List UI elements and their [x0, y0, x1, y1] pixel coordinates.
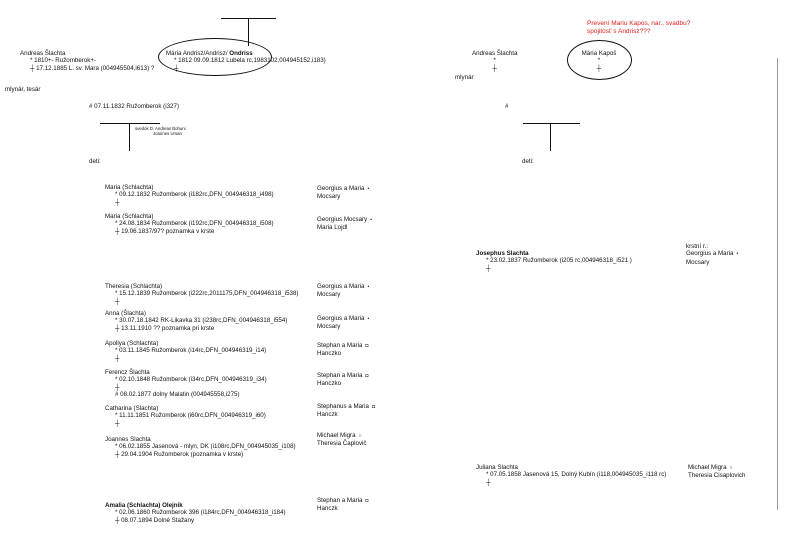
- marker-icon: ◘: [365, 373, 369, 379]
- child-death: ┼: [115, 354, 120, 362]
- child-name: Anna (Šlachta): [105, 310, 146, 317]
- child-death: ┼ 19.06.1837/97? poznamka v krste: [115, 227, 215, 235]
- child-godparents: [317, 432, 367, 448]
- child-godparents: [317, 216, 372, 232]
- children-connector-stem-left: [129, 123, 130, 151]
- godparent-2: Hanczk: [317, 411, 338, 419]
- child-entry: [105, 502, 286, 524]
- right-child-2-godparent-1: Michael Migra: [688, 464, 727, 471]
- right-child-2: [476, 464, 666, 486]
- marker-icon: ◘: [365, 343, 369, 349]
- child-birth: * 11.11.1851 Ružomberok (i60rc,DFN_004946319_i60): [115, 412, 266, 420]
- right-child-1-godparents-label: krstní r.:: [686, 243, 709, 250]
- right-mother: [579, 50, 619, 72]
- children-connector-stem-right: [550, 123, 551, 151]
- right-children-label: deti:: [522, 158, 534, 165]
- left-mother-name-prefix: Mária Andrisz/Andrisz/: [166, 50, 230, 57]
- marker-icon: ◘: [365, 498, 369, 504]
- child-entry: [105, 283, 298, 305]
- child-extra: # 08.02.1877 dolny Malatin (004945558,i275): [115, 391, 240, 399]
- godparent-1: Georgius a Maria: [317, 185, 365, 192]
- child-birth: * 30.07.18.1842 RK-Likavka 31 (i238rc,DFN_004946318_i554): [115, 317, 288, 325]
- godparent-1: Michael Migra: [317, 432, 356, 439]
- child-birth: * 15.12.1839 Ružomberok (i222rc,2011175,DFN_004946318_i538): [115, 290, 299, 298]
- child-death: ┼: [115, 419, 120, 427]
- right-child-1-name: Josephus Slachta: [476, 250, 529, 257]
- left-father-name: Andreas Šlachta: [20, 50, 66, 57]
- marker-icon: •: [367, 186, 370, 192]
- child-name: Amalia (Schlachta) Olejník: [105, 502, 183, 509]
- child-name: Maria (Schlachta): [105, 184, 154, 191]
- left-children-label: deti:: [89, 158, 101, 165]
- child-entry: [105, 369, 267, 399]
- left-mother-death: ┼: [174, 64, 179, 72]
- godparent-2: Theresia Čaplovič: [317, 440, 367, 448]
- godparent-1: Georgius a Maria: [317, 315, 365, 322]
- child-godparents: [317, 315, 369, 331]
- marker-icon: •: [370, 217, 372, 223]
- child-name: Theresia (Schlachta): [105, 283, 163, 290]
- right-child-1-death: ┼: [486, 264, 491, 272]
- child-entry: [105, 184, 274, 206]
- children-connector-top-right: [523, 123, 580, 124]
- child-birth: * 09.12.1832 Ružomberok (i182rc,DFN_004946318_i498): [115, 191, 274, 199]
- right-child-2-godparent-2: Theresia Cisaplovich: [688, 472, 746, 480]
- right-marriage: #: [505, 103, 509, 110]
- godparent-1: Georgius a Maria: [317, 283, 365, 290]
- marker-icon: ○: [358, 433, 362, 439]
- child-birth: * 03.11.1845 Ružomberok (i14rc,DFN_004946319_i14): [115, 347, 267, 355]
- child-godparents: [317, 403, 375, 419]
- child-death: ┼ 13.11.1910 ?? poznamka pri krste: [115, 324, 215, 332]
- child-name: Apollya (Schlachta): [105, 340, 159, 347]
- child-death: ┼ 29.04.1904 Ružomberok (poznamka v krste): [115, 450, 244, 458]
- children-connector-top-left: [100, 123, 160, 124]
- right-father-name: Andreas Šlachta: [472, 50, 518, 57]
- right-mother-death: ┼: [596, 64, 602, 72]
- left-occupation: mlynár, tesár: [5, 86, 41, 93]
- child-birth: * 06.02.1855 Jasenová - mlyn, DK (i108rc,DFN_004945035_i108): [115, 443, 296, 451]
- godparent-1: Stephan a Maria: [317, 372, 363, 379]
- child-entry: [105, 340, 266, 362]
- right-note-line-1: Prevení Mariu Kapos, nar., svadbu?: [587, 20, 691, 27]
- right-father: [472, 50, 517, 72]
- marker-icon: •: [367, 316, 370, 322]
- child-death: ┼: [115, 383, 120, 391]
- bullet-marker-icon: •: [736, 251, 739, 258]
- right-note-line-2: spojitosť s Andrisz???: [587, 28, 651, 35]
- right-child-1-birth: * 23.02.1837 Ružomberok (i205 rc,004946318_i521 ): [486, 257, 632, 265]
- child-entry: [105, 213, 274, 235]
- godparent-1: Stephanus a Maria: [317, 403, 369, 410]
- circle-marker-icon: ○: [729, 465, 733, 471]
- left-father: [20, 50, 154, 72]
- left-mother-name-bold: Ondriss: [229, 50, 253, 57]
- child-name: Catharina (Slachta): [105, 405, 159, 412]
- godparent-2: Mocsary: [317, 323, 341, 331]
- right-occupation: mlynár: [455, 74, 474, 81]
- child-birth: * 24.08.1834 Ružomberok (i192rc,DFN_004946318_i508): [115, 220, 274, 228]
- right-child-2-death: ┼: [486, 478, 491, 486]
- child-entry: [105, 310, 287, 332]
- left-father-death: ┼ 17.12.1885 L. sv. Mara (004945504,i613) ?: [30, 64, 155, 72]
- child-godparents: [317, 283, 369, 299]
- right-father-death: ┼: [492, 64, 497, 72]
- witness-1: svedok D. Andreas Bohuni: [135, 126, 186, 131]
- child-godparents: [317, 497, 368, 513]
- child-birth: * 02.10.1848 Ružomberok (i34rc,DFN_004946319_i34): [115, 376, 267, 384]
- witness-2: Joannes Ursan: [153, 131, 182, 136]
- godparent-2: Mocsary: [317, 291, 341, 299]
- child-death: ┼ 08.07.1894 Dolné Stažany: [115, 516, 195, 524]
- right-child-1-godparent-1: Georgius a Maria: [686, 250, 734, 258]
- child-death: ┼: [115, 297, 120, 305]
- witness-note: [135, 126, 186, 136]
- right-note: [587, 20, 690, 36]
- godparent-1: Stephan a Maria: [317, 342, 363, 349]
- child-birth: * 02.06.1860 Ružomberok 396 (i184rc,DFN_004946318_i184): [115, 509, 286, 517]
- godparent-2: Hanczko: [317, 350, 342, 358]
- godparent-2: Mocsary: [317, 193, 341, 201]
- child-name: Ferencz Šlachta: [105, 369, 150, 376]
- right-mother-birth: *: [597, 57, 601, 65]
- right-mother-name: Mária Kapoš: [581, 50, 617, 57]
- right-child-2-birth: * 07.05.1858 Jasenová 15, Dolný Kubín (i118,004945035_i118 rc): [486, 471, 667, 479]
- godparent-2: Hanczko: [317, 380, 342, 388]
- marker-icon: •: [367, 284, 370, 290]
- left-mother: [166, 50, 326, 72]
- godparent-2: Maria Lojdl: [317, 224, 348, 232]
- right-child-2-name: Juliana Slachta: [476, 464, 518, 471]
- child-name: Joannes Slachta: [105, 436, 151, 443]
- godparent-1: Georgius Mocsary: [317, 216, 368, 223]
- child-godparents: [317, 185, 369, 201]
- right-child-2-godparents: [688, 464, 745, 480]
- child-entry: [105, 405, 266, 427]
- page-scrollbar-track[interactable]: [777, 58, 778, 510]
- left-mother-birth: * 1812 09.09.1812 Lubela rc,1983102,004945152,i183): [174, 57, 326, 65]
- right-father-birth: *: [493, 57, 496, 65]
- child-death: ┼: [115, 198, 120, 206]
- left-marriage: # 07.11.1832 Ružomberok (i327): [89, 103, 180, 110]
- godparent-2: Hanczk: [317, 505, 338, 513]
- right-child-1-godparents: [686, 243, 738, 266]
- child-godparents: [317, 342, 368, 358]
- godparent-1: Stephan a Maria: [317, 497, 363, 504]
- child-name: Maria (Schlachta): [105, 213, 154, 220]
- right-child-1-godparent-2: Mocsary: [686, 258, 710, 266]
- child-godparents: [317, 372, 368, 388]
- right-child-1: [476, 250, 632, 272]
- left-father-birth: * 1810+- Ružomberok+-: [30, 57, 97, 65]
- child-entry: [105, 436, 296, 458]
- marker-icon: ◘: [371, 404, 375, 410]
